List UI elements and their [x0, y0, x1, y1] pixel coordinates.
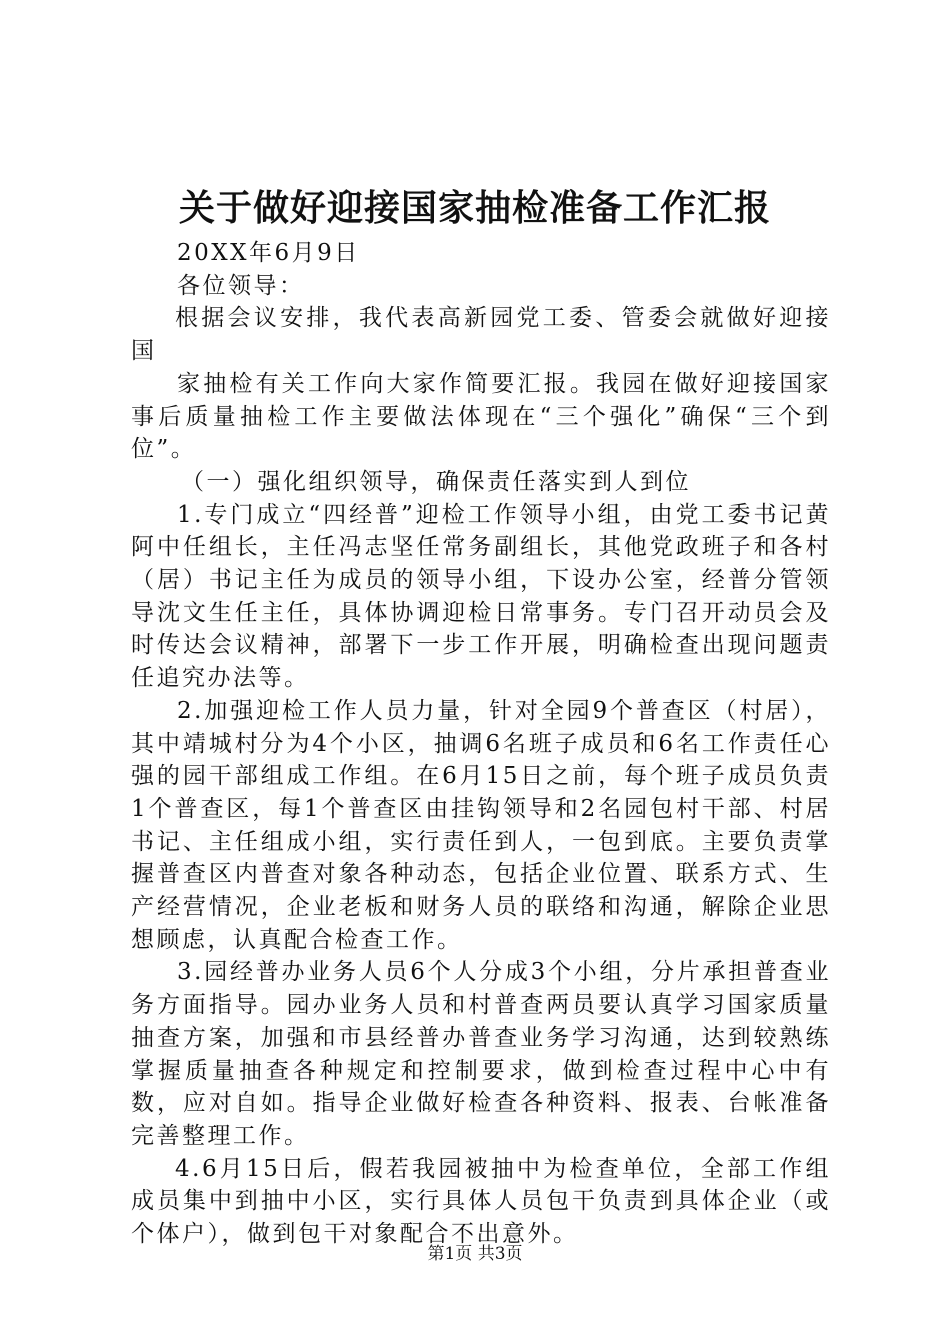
page-footer: 第1页 共3页	[427, 1244, 523, 1264]
document-title: 关于做好迎接国家抽检准备工作汇报	[178, 187, 771, 229]
paragraph-item-2: 2.加强迎检工作人员力量，针对全园9个普查区（村居），其中靖城村分为4个小区，抽调6名班子成员和6名工作责任心强的园干部组成工作组。在6月15日之前，每个班子成员负责1个普查区，每1个普查区由挂钩领导和2名园包村干部、村居书记、主任组成小组，实行责任到人，一包到底。主要负责掌握普查区内普查对象各种动态，包括企业位置、联系方式、生产经营情况，企业老板和财务人员的联络和沟通，解除企业思想顾虑，认真配合检查工作。	[131, 697, 831, 953]
paragraph-summary: 家抽检有关工作向大家作简要汇报。我园在做好迎接国家事后质量抽检工作主要做法体现在“三个强化”确保“三个到位”。	[131, 370, 831, 463]
document-body	[131, 237, 831, 1251]
paragraph-item-3: 3.园经普办业务人员6个人分成3个小组，分片承担普查业务方面指导。园办业务人员和村普查两员要认真学习国家质量抽查方案，加强和市县经普办普查业务学习沟通，达到较熟练掌握质量抽查各种规定和控制要求，做到检查过程中心中有数，应对自如。指导企业做好检查各种资料、报表、台帐准备完善整理工作。	[131, 959, 831, 1149]
salutation: 各位领导：	[177, 272, 305, 299]
paragraph-item-1: 1.专门成立“四经普”迎检工作领导小组，由党工委书记黄阿中任组长，主任冯志坚任常务副组长，其他党政班子和各村（居）书记主任为成员的领导小组，下设办公室，经普分管领导沈文生任主任，具体协调迎检日常事务。专门召开动员会及时传达会议精神，部署下一步工作开展，明确检查出现问题责任追究办法等。	[131, 501, 831, 692]
paragraph-item-4: 4.6月15日后，假若我园被抽中为检查单位，全部工作组成员集中到抽中小区，实行具体人员包干负责到具体企业（或个体户），做到包干对象配合不出意外。	[131, 1155, 831, 1248]
paragraph-intro: 根据会议安排，我代表高新园党工委、管委会就做好迎接国	[131, 305, 831, 365]
section-heading: （一）强化组织领导，确保责任落实到人到位	[181, 468, 691, 495]
document-date: 20XX年6月9日	[177, 240, 360, 266]
